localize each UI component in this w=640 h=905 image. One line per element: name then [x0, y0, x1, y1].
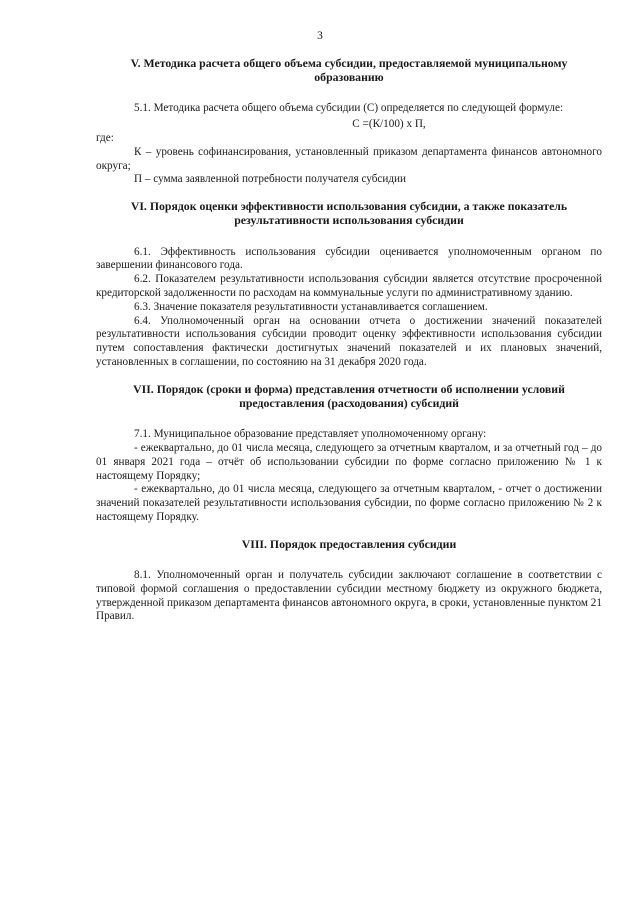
section-5-heading: V. Методика расчета общего объема субсидии, предоставляемой муниципальному образованию [130, 56, 568, 85]
section-7-paragraph-3: - ежеквартально, до 01 числа месяца, следующего за отчетным кварталом, - отчет о достижении значений показателей результативности использования субсидии, по форме согласно приложению № 2 к настоящему Порядку. [96, 483, 602, 523]
document-body [96, 56, 602, 624]
section-6-paragraph-2: 6.2. Показателем результативности использования субсидии является отсутствие просроченной кредиторской задолженности по расходам на коммунальные услуги по административному зданию. [96, 273, 602, 299]
section-7-paragraph-1: 7.1. Муниципальное образование представляет уполномоченному органу: [134, 428, 487, 441]
section-6-paragraph-3: 6.3. Значение показателя результативности устанавливается соглашением. [134, 300, 488, 313]
section-5-paragraph-1: 5.1. Методика расчета общего объема субсидии (С) определяется по следующей формуле: [134, 102, 564, 115]
page-number: 3 [317, 30, 323, 42]
section-6-paragraph-4: 6.4. Уполномоченный орган на основании отчета о достижении значений показателей результативности использования субсидии проводит оценку эффективности использования субсидии путем сопоставления фактически достигнутых значений показателей и их плановых значений, установленных в соглашении, по состоянию на 31 декабря 2020 года. [96, 314, 602, 368]
formula: С =(К/100) х П, [352, 118, 426, 131]
section-7-paragraph-2: - ежеквартально, до 01 числа месяца, следующего за отчетным кварталом, и за отчетный год – до 01 января 2021 года – отчёт об использовании субсидии по форме согласно приложению № 1 к настоящему Порядку; [96, 441, 602, 482]
definition-p: П – сумма заявленной потребности получателя субсидии [134, 173, 407, 186]
section-8-paragraph-1: 8.1. Уполномоченный орган и получатель субсидии заключают соглашение в соответствии с типовой формой соглашения о предоставлении субсидии местному бюджету из окружного бюджета, утвержденной приказом департамента финансов автономного округа, в сроки, установленные пунктом 21 Правил. [96, 568, 602, 623]
definition-k: К – уровень софинансирования, установленный приказом департамента финансов автономного округа; [96, 145, 602, 172]
section-6-heading: VI. Порядок оценки эффективности использования субсидии, а также показатель результативности использования субсидии [130, 199, 568, 228]
section-8-heading: VIII. Порядок предоставления субсидии [241, 536, 457, 551]
section-6-paragraph-1: 6.1. Эффективность использования субсидии оценивается уполномоченным органом по завершении финансового года. [96, 245, 602, 272]
section-7-heading: VII. Порядок (сроки и форма) представления отчетности об исполнении условий предоставления (расходования) субсидий [133, 381, 565, 410]
where-label: где: [96, 132, 114, 144]
